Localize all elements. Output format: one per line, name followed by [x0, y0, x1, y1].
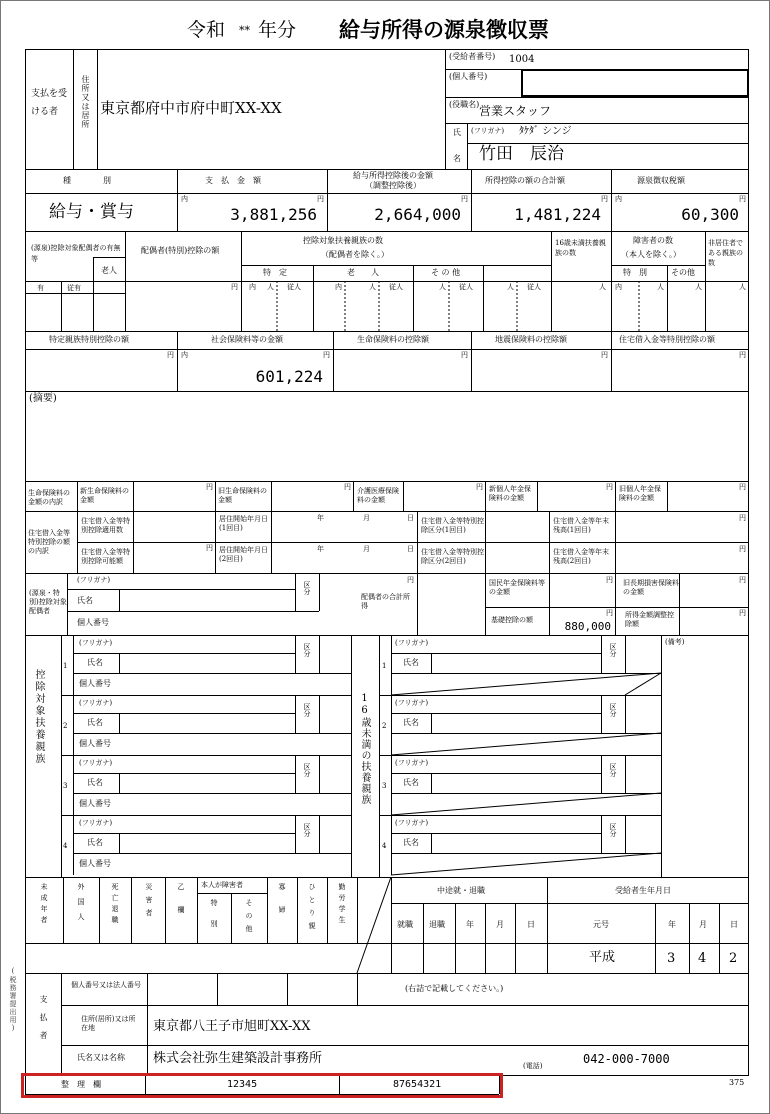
- specific-special-header: 特定親族特別控除の額: [49, 335, 129, 344]
- left-dep-furigana: (フリガナ): [79, 819, 113, 827]
- birth-d-label: 日: [730, 920, 738, 929]
- left-dep-no: 2: [63, 722, 68, 730]
- date2-label: 居住開始年月日(2回目): [219, 546, 268, 564]
- disabled-other-header: その他: [671, 268, 695, 277]
- recipient-position: 営業スタッフ: [479, 104, 552, 118]
- quake-ins-header: 地震保険料の控除額: [495, 335, 567, 344]
- sp-yen-3: 円: [739, 576, 746, 584]
- hd-yen-3: 円: [739, 545, 746, 553]
- payer-address: 東京都八王子市旭町XX-XX: [153, 1019, 311, 1034]
- under16-nin: 人: [599, 283, 606, 291]
- payment-header: 支 払 金 額: [205, 176, 261, 185]
- sp-yen-1: 円: [407, 576, 414, 584]
- left-dep-number: 個人番号: [79, 679, 111, 688]
- withholding-header: 源泉徴収税額: [637, 176, 685, 185]
- elderly-header: 老人: [101, 266, 117, 275]
- title-era: 令和: [187, 19, 226, 41]
- yen-mark-2: 円: [461, 195, 468, 203]
- hd-yen-2: 円: [739, 514, 746, 522]
- other-juunin: 従人: [459, 283, 473, 291]
- position-label: (役職名): [449, 100, 480, 109]
- dep-count-sub: （配偶者を除く。）: [321, 250, 389, 259]
- spouse-flag-header: (源泉)控除対象配偶者の有無等: [31, 244, 121, 264]
- specific-juunin: 従人: [287, 283, 301, 291]
- retire-label: 退職: [429, 920, 445, 929]
- dep-count-header: 控除対象扶養親族の数: [303, 236, 383, 245]
- deduction-total-header: 所得控除の額の合計額: [485, 176, 565, 185]
- d1-d: 日: [407, 514, 414, 522]
- payer-label: 支払者: [39, 995, 48, 1049]
- payer-number-label: 個人番号又は法人番号: [71, 981, 141, 989]
- disabled-sub: （本人を除く。）: [621, 250, 681, 259]
- left-dep-kubun: 区分: [303, 643, 311, 657]
- disabled-other-nin: 人: [695, 283, 702, 291]
- right-dep-no: 3: [382, 782, 387, 790]
- payer-tel: 042-000-7000: [583, 1052, 670, 1066]
- birth-era: 平成: [589, 950, 616, 965]
- specific-header: 特 定: [263, 268, 287, 277]
- ld-yen-5: 円: [739, 483, 746, 491]
- payer-number-note: (右詰で記載してください。): [405, 984, 504, 993]
- right-dep-furigana: (フリガナ): [395, 759, 429, 767]
- ss-yen-1: 円: [167, 351, 174, 359]
- kind-header: 種 別: [63, 176, 111, 185]
- dep-yen-mark: 円: [231, 283, 238, 291]
- single-label: ひとり親: [308, 883, 316, 935]
- care-label: 介護医療保険料の金額: [357, 487, 399, 505]
- left-dep-name: 氏名: [87, 778, 103, 787]
- title-suffix: 年分: [258, 19, 297, 41]
- old-header: 老 人: [347, 268, 379, 277]
- right-dep-kubun: 区分: [609, 643, 617, 657]
- after-deduction-header: 給与所得控除後の金額: [353, 171, 433, 180]
- individual-no-label: (個人番号): [449, 72, 488, 81]
- ld-yen-3: 円: [476, 483, 483, 491]
- adjust-label: 所得金額調整控除額: [625, 611, 674, 629]
- juu-label: 従有: [67, 284, 81, 292]
- seiri-label: 整 理 欄: [61, 1080, 101, 1089]
- spouse-number-label: 個人番号: [77, 618, 109, 627]
- disabled-header: 障害者の数: [633, 236, 673, 245]
- life-ins-header: 生命保険料の控除額: [357, 335, 429, 344]
- left-dep-kubun: 区分: [303, 703, 311, 717]
- left-dep-number: 個人番号: [79, 799, 111, 808]
- status-other-label: その他: [245, 899, 253, 938]
- d2-m: 月: [363, 545, 370, 553]
- spouse-deduction-header: 配偶者(特別)控除の額: [141, 246, 220, 255]
- gengo-label: 元号: [593, 920, 609, 929]
- withholding-amount: 60,300: [681, 205, 739, 224]
- ld-yen-2: 円: [344, 483, 351, 491]
- right-dep-kubun: 区分: [609, 763, 617, 777]
- ss-yen-5: 円: [739, 351, 746, 359]
- spouse-kubun-label: 区分: [303, 581, 311, 595]
- special-header: 特 別: [623, 268, 647, 277]
- birth-year: 3: [667, 951, 676, 966]
- after-deduction-sub: （調整控除後）: [365, 181, 421, 190]
- uchi-mark-2: 内: [615, 195, 622, 203]
- tel-label: (電話): [523, 1062, 543, 1070]
- yen-mark-1: 円: [317, 195, 324, 203]
- status-diagonal: [1, 1, 770, 1114]
- midyear-label: 中途就・退職: [437, 886, 485, 895]
- deduction-total-amount: 1,481,224: [514, 205, 601, 224]
- mid-m: 月: [496, 920, 504, 929]
- right-dep-no: 2: [382, 722, 387, 730]
- old-uchi: 内: [335, 283, 342, 291]
- right-dep-label: 16歳未満の扶養親族: [359, 693, 370, 805]
- recipient-address: 東京都府中市府中町XX-XX: [100, 99, 282, 117]
- ss-yen-2: 円: [323, 351, 330, 359]
- right-dep-furigana: (フリガナ): [395, 699, 429, 707]
- spouse-name-label: 氏名: [77, 596, 93, 605]
- payment-amount: 3,881,256: [230, 205, 317, 224]
- minor-label: 未成年者: [40, 883, 48, 927]
- left-dep-name: 氏名: [87, 658, 103, 667]
- left-dep-kubun: 区分: [303, 763, 311, 777]
- new-life-label: 新生命保険料の金額: [80, 487, 129, 505]
- right-dep-furigana: (フリガナ): [395, 639, 429, 647]
- right-dep-name: 氏名: [403, 838, 419, 847]
- left-dep-furigana: (フリガナ): [79, 639, 113, 647]
- specific-nin: 人: [267, 283, 274, 291]
- recipient-name: 竹田 辰治: [479, 144, 564, 164]
- left-dep-number: 個人番号: [79, 739, 111, 748]
- ld-yen-1: 円: [206, 483, 213, 491]
- recipient-furigana: ﾀｹﾀﾞ シンジ: [519, 126, 572, 137]
- special-nin: 人: [657, 283, 664, 291]
- address-label: 住所又は居所: [81, 75, 90, 129]
- basic-label: 基礎控除の額: [491, 616, 533, 624]
- left-dep-kubun: 区分: [303, 823, 311, 837]
- left-dep-no: 4: [63, 842, 68, 850]
- title-year: **: [239, 24, 250, 37]
- sp-yen-5: 円: [739, 609, 746, 617]
- special-uchi: 内: [615, 283, 622, 291]
- basic-amount: 880,000: [564, 620, 611, 633]
- d1-m: 月: [363, 514, 370, 522]
- other2-juunin: 従人: [527, 283, 541, 291]
- payer-name: 株式会社弥生建築設計事務所: [153, 1051, 323, 1066]
- remarks-label: (摘要): [29, 393, 57, 404]
- seiri-value-1: 12345: [227, 1079, 258, 1090]
- payer-name-label: 氏名又は名称: [77, 1053, 125, 1062]
- right-dep-furigana: (フリガナ): [395, 819, 429, 827]
- spouse-label: (源泉・特別)控除対象配偶者: [29, 589, 67, 616]
- total-income-label: 配偶者の合計所得: [361, 593, 410, 611]
- uchi-mark: 内: [181, 195, 188, 203]
- birth-month: 4: [698, 951, 707, 966]
- left-dep-no: 1: [63, 662, 68, 670]
- right-dep-no: 1: [382, 662, 387, 670]
- other-header: そ の 他: [431, 268, 461, 277]
- left-dep-no: 3: [63, 782, 68, 790]
- ss-yen-4: 円: [601, 351, 608, 359]
- right-dep-kubun: 区分: [609, 823, 617, 837]
- yes-label: 有: [37, 284, 44, 292]
- old-nin: 人: [369, 283, 376, 291]
- payer-address-label: 住所(居所)又は所在地: [81, 1015, 136, 1033]
- nonresident-nin: 人: [739, 283, 746, 291]
- spouse-furigana-label: (フリガナ): [77, 576, 111, 584]
- left-dep-name: 氏名: [87, 838, 103, 847]
- new-pension-label: 新個人年金保険料の金額: [489, 485, 531, 503]
- specific-uchi: 内: [249, 283, 256, 291]
- ss-uchi: 内: [181, 351, 188, 359]
- death-label: 死亡退職: [111, 883, 119, 927]
- left-dep-number: 個人番号: [79, 859, 111, 868]
- recipient-no-label: (受給者番号): [449, 52, 496, 61]
- old-juunin: 従人: [389, 283, 403, 291]
- housing-header: 住宅借入金等特別控除の額: [619, 335, 715, 344]
- hire-label: 就職: [397, 920, 413, 929]
- otsu-label: 乙欄: [177, 883, 185, 929]
- after-deduction-amount: 2,664,000: [374, 205, 461, 224]
- student-label: 勤労学生: [338, 883, 346, 927]
- ss-yen-3: 円: [461, 351, 468, 359]
- housing-detail-label: 住宅借入金等特別控除の額の内訳: [28, 529, 70, 556]
- d2-y: 年: [317, 545, 324, 553]
- right-dep-name: 氏名: [403, 718, 419, 727]
- page-title: 給与所得の源泉徴収票: [339, 18, 549, 42]
- left-dep-furigana: (フリガナ): [79, 759, 113, 767]
- right-dep-name: 氏名: [403, 658, 419, 667]
- kubun1-label: 住宅借入金等特別控除区分(1回目): [421, 517, 484, 535]
- sp-yen-2: 円: [606, 576, 613, 584]
- mid-d: 日: [527, 920, 535, 929]
- social-ins-amount: 601,224: [255, 367, 323, 386]
- bal2-label: 住宅借入金等年末残高(2回目): [553, 548, 609, 566]
- birth-y-label: 年: [668, 920, 676, 929]
- other2-nin: 人: [507, 283, 514, 291]
- kubun2-label: 住宅借入金等特別控除区分(2回目): [421, 548, 484, 566]
- form-number: 375: [729, 1078, 745, 1087]
- possible-label: 住宅借入金等特別控除可能額: [81, 548, 130, 566]
- mid-y: 年: [466, 920, 474, 929]
- d1-y: 年: [317, 514, 324, 522]
- left-dep-name: 氏名: [87, 718, 103, 727]
- d2-d: 日: [407, 545, 414, 553]
- name-shi: 氏: [453, 128, 461, 137]
- life-detail-label: 生命保険料の金額の内訳: [28, 489, 70, 507]
- foreign-label: 外国人: [77, 883, 85, 928]
- payee-label: 支払を受ける者: [31, 89, 68, 117]
- right-dep-kubun: 区分: [609, 703, 617, 717]
- left-dep-label: 控除対象扶養親族: [33, 669, 44, 765]
- sp-yen-4: 円: [606, 609, 613, 617]
- self-disabled-label: 本人が障害者: [201, 881, 243, 889]
- right-dep-no: 4: [382, 842, 387, 850]
- old-pension-label: 旧個人年金保険料の金額: [619, 485, 661, 503]
- widow-label: 寡婦: [278, 883, 286, 929]
- disaster-label: 災害者: [145, 883, 153, 922]
- old-life-label: 旧生命保険料の金額: [218, 487, 267, 505]
- pension-label: 国民年金保険料等の金額: [489, 579, 545, 597]
- date1-label: 居住開始年月日(1回目): [219, 515, 268, 533]
- under16-header: 16歳未満扶養親族の数: [555, 239, 606, 257]
- remarks-2-label: (備考): [665, 638, 685, 646]
- applicable-label: 住宅借入金等特別控除適用数: [81, 517, 130, 535]
- left-dep-furigana: (フリガナ): [79, 699, 113, 707]
- right-dep-name: 氏名: [403, 778, 419, 787]
- hd-yen: 円: [206, 544, 213, 552]
- recipient-no: 1004: [509, 54, 535, 65]
- nonresident-header: 非居住者である親族の数: [708, 239, 743, 267]
- social-ins-header: 社会保険料等の金額: [211, 335, 283, 344]
- submit-label: (税務署提出用): [9, 967, 17, 1033]
- name-mei: 名: [453, 154, 461, 163]
- birth-label: 受給者生年月日: [615, 886, 671, 895]
- furigana-label: (フリガナ): [471, 127, 505, 135]
- yen-mark-3: 円: [601, 195, 608, 203]
- birth-day: 2: [729, 951, 738, 966]
- yen-mark-4: 円: [739, 195, 746, 203]
- seiri-value-2: 87654321: [393, 1079, 442, 1090]
- status-special-label: 特別: [210, 899, 218, 941]
- bal1-label: 住宅借入金等年末残高(1回目): [553, 517, 609, 535]
- income-kind: 給与・賞与: [49, 202, 134, 222]
- other-nin: 人: [439, 283, 446, 291]
- ld-yen-4: 円: [606, 483, 613, 491]
- birth-m-label: 月: [699, 920, 707, 929]
- old-long-label: 旧長期損害保険料の金額: [623, 579, 679, 597]
